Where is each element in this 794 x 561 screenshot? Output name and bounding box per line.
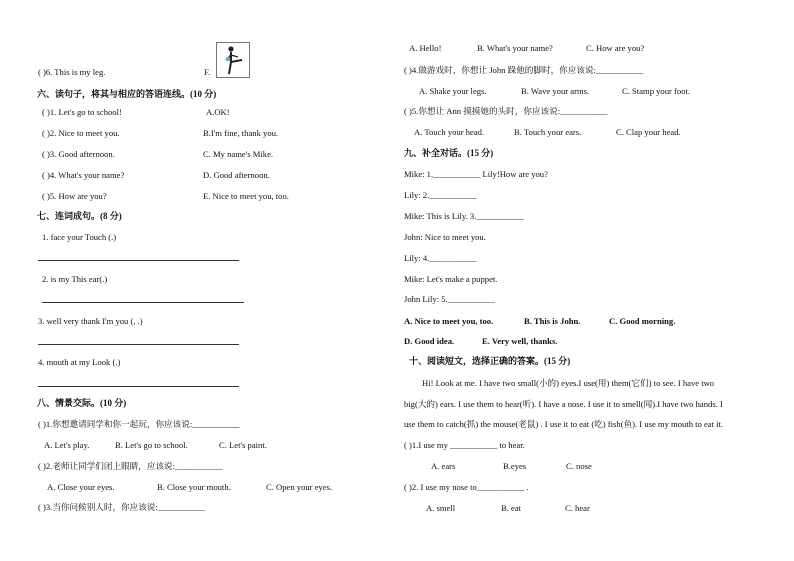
answer-line [38, 386, 239, 387]
passage-line: use them to catch(抓) the mouse(老鼠) . I use it to eat (吃) fish(鱼). I use my mouth to eat it. [404, 419, 724, 429]
match-question: ( )4. What's your name? [42, 170, 125, 180]
word-order-item: 4. mouth at my Look (.) [38, 357, 121, 367]
dialogue-line: Lily: 2.___________ [404, 190, 477, 200]
dialogue-line: Mike: Let's make a puppet. [404, 274, 498, 284]
dialogue-option: E. Very well, thanks. [482, 336, 558, 346]
option: B. What's your name? [477, 43, 553, 53]
situation-question: ( )5.你想让 Ann 摸摸她的头时，你应该说:___________ [404, 106, 608, 116]
match-answer: A.OK! [206, 107, 230, 117]
situation-question: ( )2.老师让同学们闭上眼睛，应该说:___________ [38, 461, 223, 471]
answer-line [38, 344, 239, 345]
option: A. Close your eyes. [47, 482, 115, 492]
option: C. Clap your head. [616, 127, 681, 137]
situation-question: ( )3.当你问候别人时，你应该说:___________ [38, 502, 206, 512]
option: A. Shake your legs. [419, 86, 487, 96]
situation-question: ( )4.做游戏时，你想让 John 跺他的脚时，你应该说:___________ [404, 65, 644, 75]
option: C. Let's paint. [219, 440, 267, 450]
dialogue-option: A. Nice to meet you, too. [404, 316, 494, 326]
option: B. Close your mouth. [157, 482, 231, 492]
answer-line [38, 260, 239, 261]
section10-heading: 十、阅读短文，选择正确的答案。(15 分) [409, 356, 571, 366]
dialogue-option: B. This is John. [524, 316, 581, 326]
dialogue-line: Lily: 4.___________ [404, 253, 477, 263]
option: C. nose [566, 461, 592, 471]
option: B. eat [501, 503, 522, 513]
match-question: ( )5. How are you? [42, 191, 107, 201]
situation-question: ( )1.你想邀请同学和你一起玩，你应该说:___________ [38, 419, 240, 429]
word-order-item: 1. face your Touch (.) [42, 232, 117, 242]
match-question: ( )2. Nice to meet you. [42, 128, 120, 138]
word-order-item: 2. is my This ear(.) [42, 274, 108, 284]
option: C. hear [565, 503, 590, 513]
match-answer: E. Nice to meet you, too. [203, 191, 289, 201]
option: A. Touch your head. [414, 127, 485, 137]
option: A. Hello! [409, 43, 442, 53]
option: C. Open your eyes. [266, 482, 333, 492]
option: B. Let's go to school. [115, 440, 188, 450]
option: B. Touch your ears. [514, 127, 582, 137]
reading-question: ( )2. I use my nose to___________ . [404, 482, 529, 492]
option: A. ears [431, 461, 456, 471]
option: C. Stamp your foot. [622, 86, 691, 96]
q6-item: ( )6. This is my leg. [38, 67, 106, 77]
option: B.eyes [503, 461, 527, 471]
option: B. Wave your arms. [521, 86, 590, 96]
dialogue-option: D. Good idea. [404, 336, 455, 346]
option: A. smell [426, 503, 456, 513]
section9-heading: 九、补全对话。(15 分) [404, 148, 494, 158]
dialogue-line: Mike: 1.___________ Lily!How are you? [404, 169, 548, 179]
match-answer: C. My name's Mike. [203, 149, 274, 159]
section6-heading: 六、读句子，将其与相应的答语连线。(10 分) [37, 89, 217, 99]
q6-option-label: F. [204, 67, 211, 77]
match-question: ( )3. Good afternoon. [42, 149, 115, 159]
dialogue-option: C. Good morning. [609, 316, 676, 326]
section8-heading: 八、情景交际。(10 分) [37, 398, 127, 408]
option: A. Let's play. [44, 440, 90, 450]
match-question: ( )1. Let's go to school! [42, 107, 122, 117]
match-answer: B.I'm fine, thank you. [203, 128, 279, 138]
match-answer: D. Good afternoon. [203, 170, 270, 180]
dialogue-line: John: Nice to meet you. [404, 232, 486, 242]
word-order-item: 3. well very thank I'm you (, .) [38, 316, 143, 326]
dialogue-line: John Lily: 5.___________ [404, 294, 495, 304]
reading-question: ( )1.I use my ___________ to hear. [404, 440, 525, 450]
section7-heading: 七、连词成句。(8 分) [37, 211, 122, 221]
answer-line [42, 302, 244, 303]
passage-line: Hi! Look at me. I have two small(小的) eyes.I use(用) them(它们) to see. I have two [422, 378, 715, 388]
option: C. How are you? [586, 43, 645, 53]
dialogue-line: Mike: This is Lily. 3.___________ [404, 211, 524, 221]
passage-line: big(大的) ears. I use them to hear(听). I have a nose. I use it to smell(闻).I have two hands. I [404, 399, 723, 409]
leg-figure-image [216, 42, 250, 78]
